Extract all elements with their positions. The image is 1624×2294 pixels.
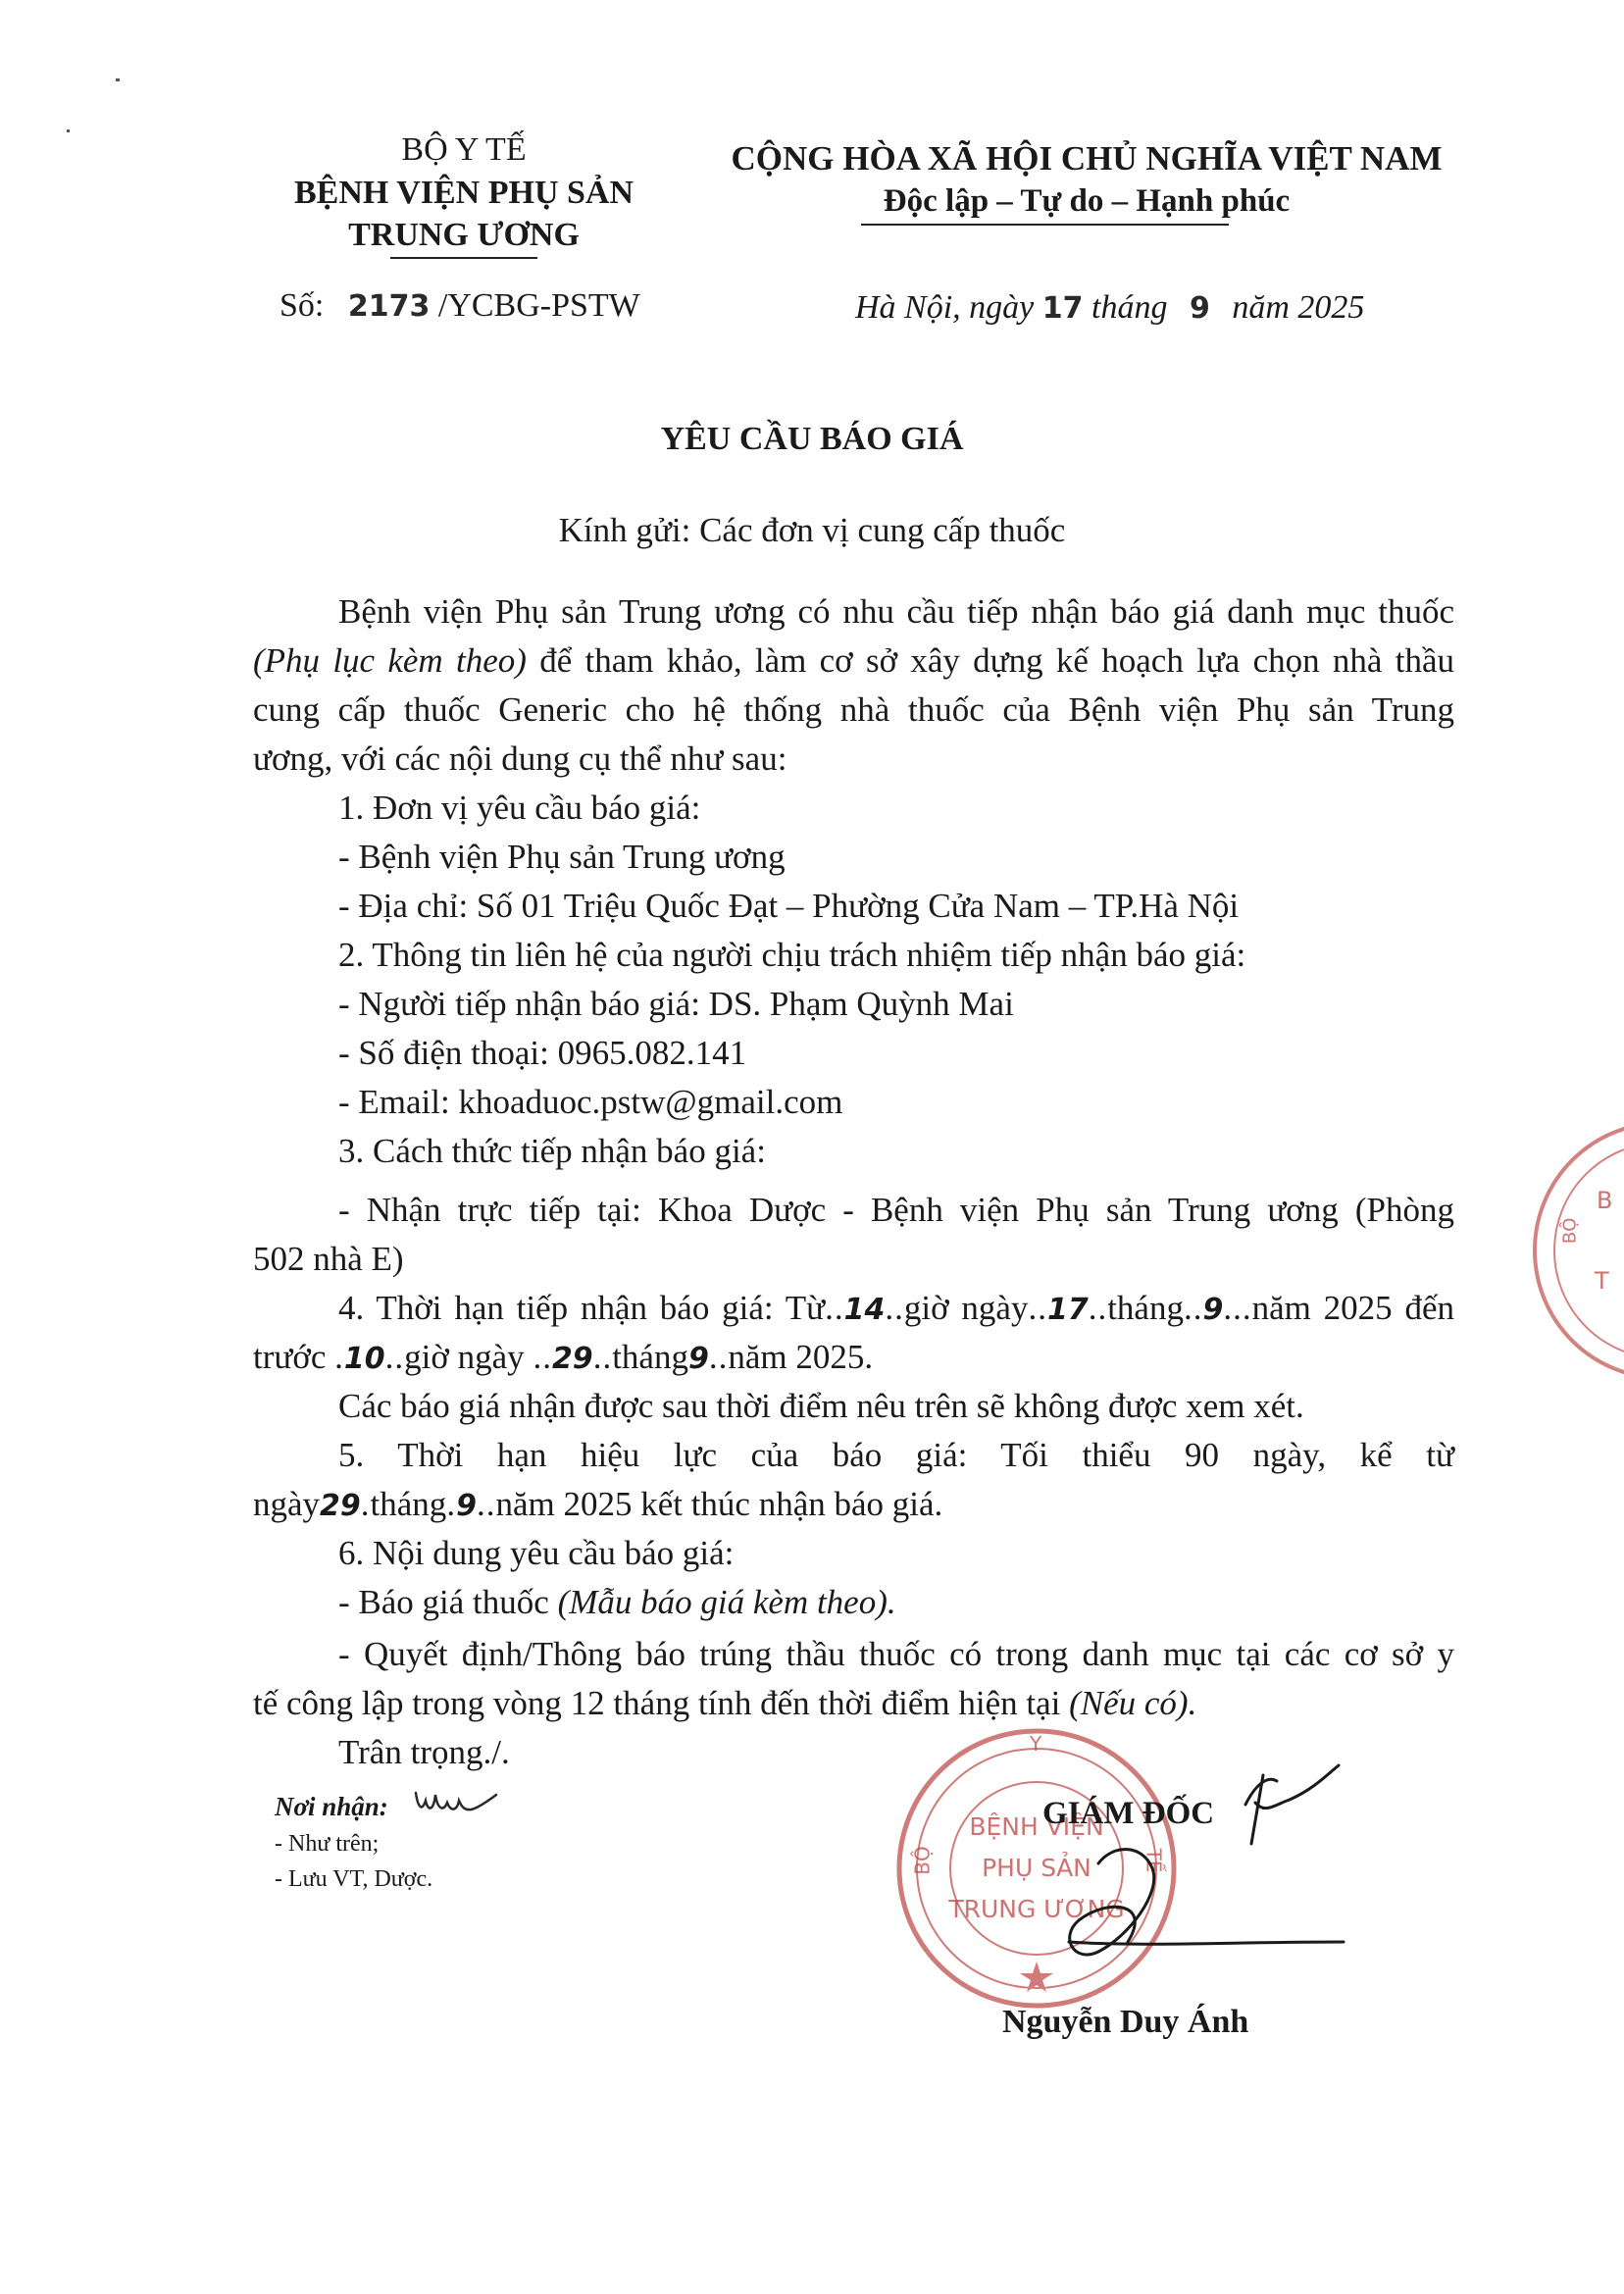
ministry-name: BỘ Y TẾ: [401, 131, 527, 168]
s4-text-d: năm 2025 đến: [1251, 1289, 1454, 1327]
section2-phone: - Số điện thoại: 0965.082.141: [338, 1034, 747, 1072]
date-month-label: tháng: [1091, 289, 1168, 326]
national-motto: Độc lập – Tự do – Hạnh phúc: [883, 183, 1291, 219]
section1-address: - Địa chỉ: Số 01 Triệu Quốc Đạt – Phường Cửa Nam – TP.Hà Nội: [338, 887, 1240, 925]
s4-text-f: giờ ngày: [404, 1338, 525, 1376]
document-number: [279, 286, 640, 327]
so-label: Số:: [279, 287, 325, 324]
intro-line3: cung cấp thuốc Generic cho hệ thống nhà thuốc của Bệnh viện Phụ sản Trung: [253, 690, 1454, 729]
place-date: [855, 288, 1364, 329]
section2-email: - Email: khoaduoc.pstw@gmail.com: [338, 1083, 843, 1121]
edge-stamp-side: BỘ: [1559, 1217, 1581, 1245]
intro-line2-rest: để tham khảo, làm cơ sở xây dựng kế hoạch lựa chọn nhà thầu: [539, 641, 1455, 680]
date-month-handwritten: 9: [1189, 291, 1210, 326]
recipients-label: Nơi nhận:: [275, 1792, 388, 1821]
section6-item1: [338, 1582, 1454, 1623]
s4-day2-handwritten: 29: [551, 1342, 593, 1376]
section4-note: Các báo giá nhận được sau thời điểm nêu trên sẽ không được xem xét.: [338, 1387, 1304, 1425]
edge-stamp-letter2: T: [1595, 1267, 1609, 1295]
s4-text-e: trước: [253, 1338, 327, 1376]
section6-item2-line2: [253, 1683, 1454, 1724]
hospital-name-line2: TRUNG ƯƠNG: [348, 217, 580, 253]
s4-month2-handwritten: 9: [687, 1342, 709, 1376]
stamp-top-letter: Y: [1030, 1732, 1042, 1756]
s5-text-c: năm 2025 kết thúc nhận báo giá.: [495, 1485, 943, 1523]
section5-line2: ngày29.tháng.9..năm 2025 kết thúc nhận báo giá.: [253, 1485, 943, 1523]
s4-text-g: tháng: [612, 1338, 688, 1376]
section3-line2: 502 nhà E): [253, 1240, 404, 1278]
stamp-side-right: TẾ: [1142, 1848, 1166, 1873]
date-day-handwritten: 17: [1041, 291, 1084, 326]
kinh-gui: Kính gửi: Các đơn vị cung cấp thuốc: [558, 511, 1066, 549]
s4-hour-handwritten: 14: [843, 1293, 886, 1327]
s5-day-handwritten: 29: [320, 1489, 361, 1523]
section3-title: 3. Cách thức tiếp nhận báo giá:: [338, 1132, 766, 1170]
section2-title: 2. Thông tin liên hệ của người chịu trách nhiệm tiếp nhận báo giá:: [338, 936, 1246, 974]
so-code: /YCBG-PSTW: [437, 287, 640, 324]
section6-title: 6. Nội dung yêu cầu báo giá:: [338, 1534, 735, 1572]
s6-item2-italic: (Nếu có).: [1069, 1684, 1197, 1722]
stamp-line3: TRUNG ƯƠNG: [948, 1895, 1125, 1923]
edge-stamp-letter1: B: [1597, 1187, 1613, 1214]
s6-item2-text: tế công lập trong vòng 12 tháng tính đến thời điểm hiện tại: [253, 1684, 1061, 1722]
scan-mark: [116, 78, 120, 81]
recipients-initial-signature: [412, 1783, 500, 1822]
document-title: YÊU CẦU BÁO GIÁ: [660, 421, 964, 457]
stamp-line1: BỆNH VIỆN: [969, 1812, 1104, 1841]
s5-text-a: ngày: [253, 1485, 321, 1523]
stamp-line2: PHỤ SẢN: [982, 1854, 1091, 1882]
intro-line2: [253, 640, 1454, 682]
signature-title: GIÁM ĐỐC: [1042, 1796, 1215, 1831]
s4-text-c: tháng: [1107, 1289, 1184, 1327]
recipient-item1: - Như trên;: [275, 1831, 380, 1857]
hospital-name-line1: BỆNH VIỆN PHỤ SẢN: [293, 175, 634, 211]
s4-day-handwritten: 17: [1046, 1293, 1089, 1327]
edge-stamp-rings: [1530, 1118, 1624, 1383]
section4-line2: trước .10..giờ ngày ..29..tháng9..năm 2025.: [253, 1338, 874, 1376]
so-number-handwritten: 2173: [347, 289, 431, 324]
s5-text-b: tháng: [370, 1485, 447, 1523]
s4-text-a: 4. Thời hạn tiếp nhận báo giá: Từ: [338, 1289, 826, 1327]
intro-line1: Bệnh viện Phụ sản Trung ương có nhu cầu tiếp nhận báo giá danh mục thuốc: [338, 592, 1454, 631]
date-prefix: Hà Nội, ngày: [855, 289, 1035, 326]
intro-line4: ương, với các nội dung cụ thể như sau:: [253, 739, 787, 778]
header-left-underline: [390, 257, 537, 259]
section5-line1: 5. Thời hạn hiệu lực của báo giá: Tối thiểu 90 ngày, kể từ: [338, 1436, 1454, 1474]
section3-line1: - Nhận trực tiếp tại: Khoa Dược - Bệnh viện Phụ sản Trung ương (Phòng: [338, 1191, 1454, 1229]
s4-text-b: giờ ngày: [903, 1289, 1029, 1327]
s4-hour2-handwritten: 10: [343, 1342, 385, 1376]
s6-item1-text: - Báo giá thuốc: [338, 1583, 549, 1621]
edge-stamp: [1530, 1118, 1624, 1383]
stamp-side-left: BỘ: [910, 1846, 935, 1875]
scan-mark: [67, 129, 70, 132]
section2-person: - Người tiếp nhận báo giá: DS. Phạm Quỳnh Mai: [338, 985, 1014, 1023]
s5-month-handwritten: 9: [456, 1489, 477, 1523]
closing-line: Trân trọng./.: [338, 1733, 510, 1771]
s4-month-handwritten: 9: [1202, 1293, 1224, 1327]
s6-item1-italic: (Mẫu báo giá kèm theo).: [557, 1583, 896, 1621]
section1-unit: - Bệnh viện Phụ sản Trung ương: [338, 838, 786, 876]
director-signature: [1020, 1746, 1353, 2001]
date-year: năm 2025: [1232, 289, 1365, 326]
intro-appendix-italic: (Phụ lục kèm theo): [253, 641, 527, 680]
signer-name: Nguyễn Duy Ánh: [1002, 2004, 1249, 2040]
republic-name: CỘNG HÒA XÃ HỘI CHỦ NGHĨA VIỆT NAM: [731, 139, 1443, 178]
s4-text-h: năm 2025.: [728, 1338, 874, 1376]
section6-item2-line1: - Quyết định/Thông báo trúng thầu thuốc có trong danh mục tại các cơ sở y: [338, 1635, 1454, 1673]
recipient-item2: - Lưu VT, Dược.: [275, 1866, 433, 1892]
section1-title: 1. Đơn vị yêu cầu báo giá:: [338, 789, 701, 827]
motto-underline: [861, 224, 1229, 226]
section4-line1: 4. Thời hạn tiếp nhận báo giá: Từ..14..giờ ngày..17..tháng..9...năm 2025 đến: [338, 1289, 1454, 1327]
